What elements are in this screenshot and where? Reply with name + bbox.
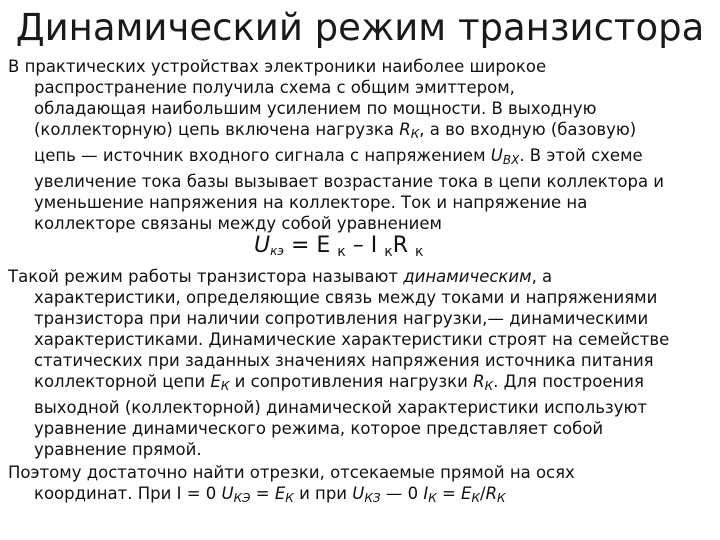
paragraph-intercepts: Поэтому достаточно найти отрезки, отсекаемые прямой на осях координат. При I = 0 UКЭ = EК и при UКЗ — 0 IК = EК/RК — [8, 463, 575, 505]
paragraph-intro: В практических устройствах электроники наиболее широкое распространение получила схема с общим эмиттером, обладающая наибольшим усилением по мощности. В выходную (коллекторную) цепь включена нагрузка RК, а во входную (базовую) цепь — источник входного сигнала с напряжением UВХ. В этой схеме увеличение тока базы вызывает возрастание тока в цепи коллектора и уменьшение напряжения на коллекторе. Ток и напряжение на коллекторе связаны между собой уравнением — [8, 57, 665, 233]
paragraph-dynamic-mode: Такой режим работы транзистора называют динамическим, а характеристики, определяющие связь между токами и напряжениями транзистора при наличии сопротивления нагрузки,— динамическими характеристиками. Динамические характеристики строят на семействе статических при заданных значениях напряжения источника питания коллекторной цепи EК и сопротивления нагрузки RК. Для построения выходной (коллекторной) динамической характеристики используют уравнение динамического режима, которое представляет собой уравнение прямой. — [8, 267, 670, 459]
page-title: Динамический режим транзистора — [15, 6, 705, 49]
collector-equation: Uкэ = Е $_к$ – I $_к$R $_к$ — [254, 233, 424, 260]
